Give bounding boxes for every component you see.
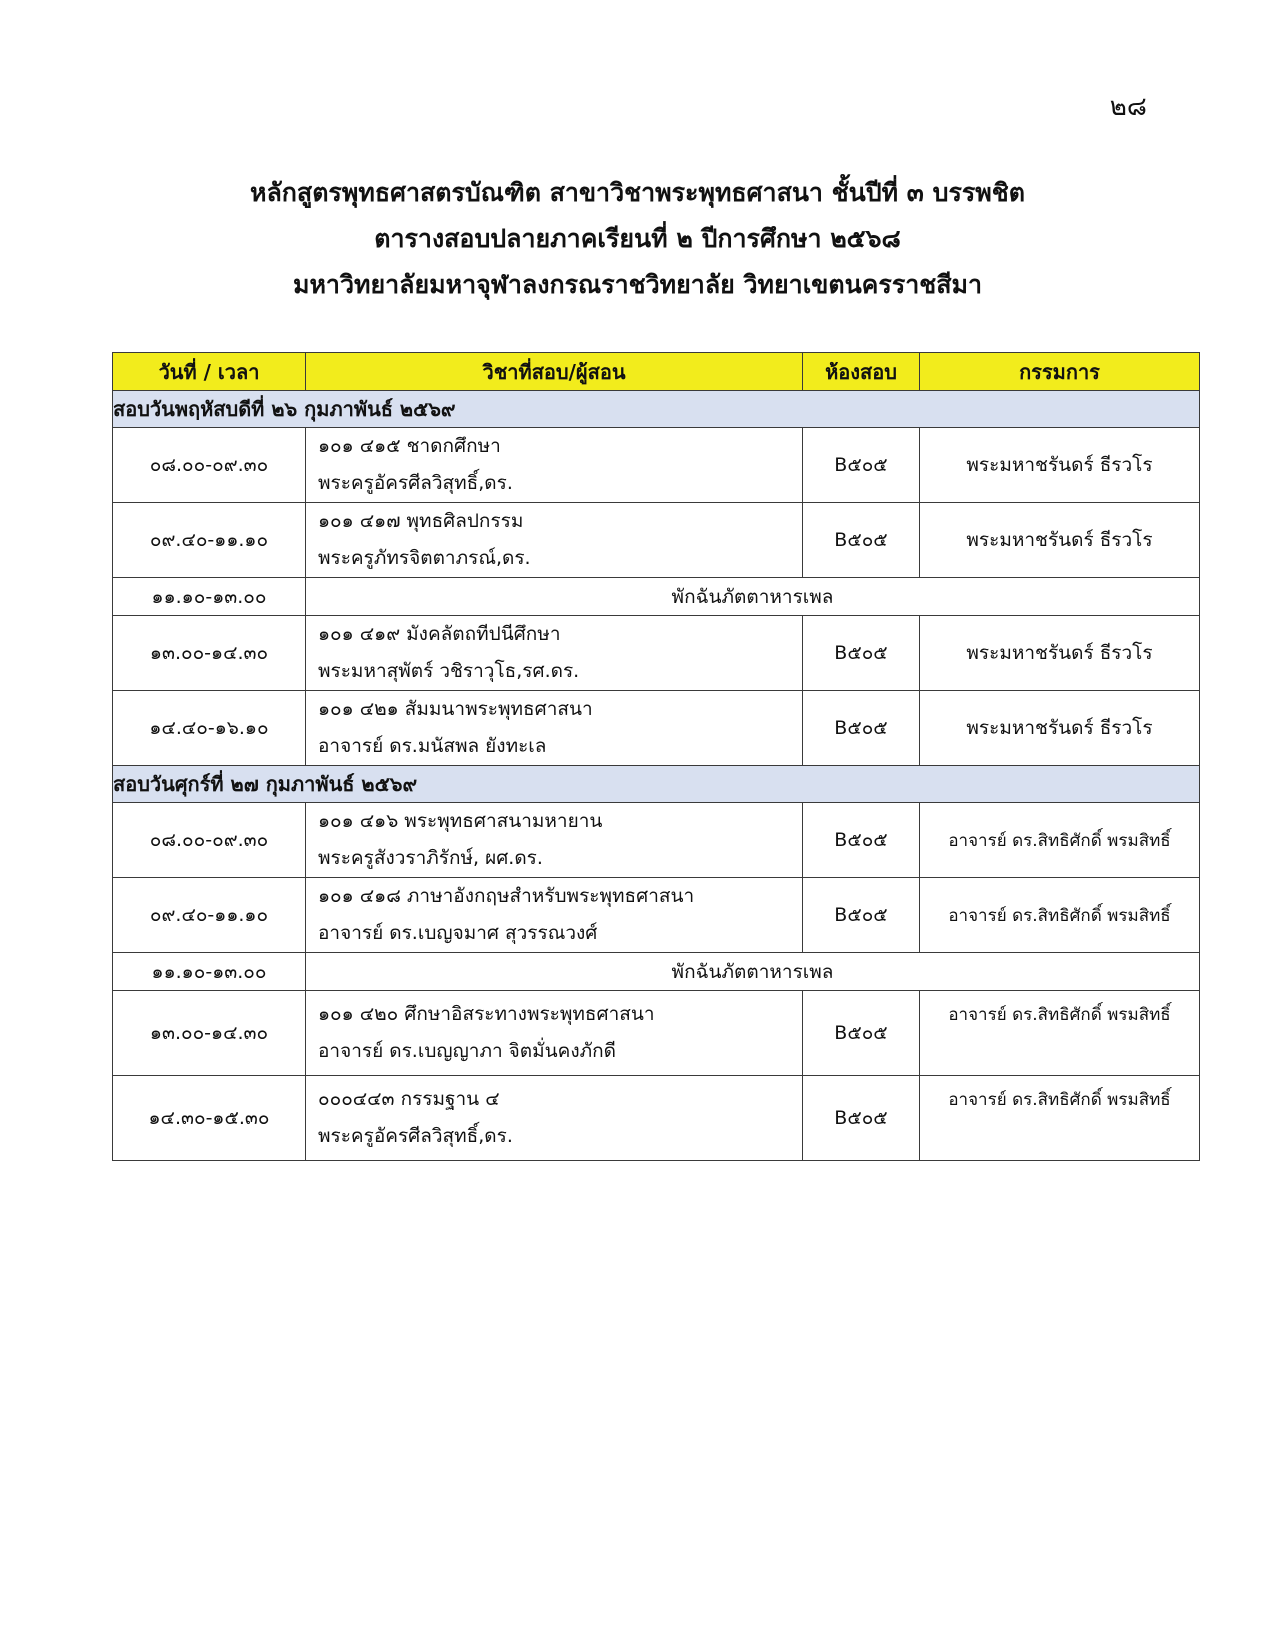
teacher-name: อาจารย์ ดร.เบญญาภา จิตมั่นคงภักดี [318, 1040, 617, 1062]
header-subject: วิชาที่สอบ/ผู้สอน [306, 353, 803, 391]
day-header-row [113, 391, 1200, 428]
exam-row [113, 878, 1200, 953]
exam-room: B๕๐๕ [803, 803, 920, 878]
teacher-name: พระครูสังวราภิรักษ์, ผศ.ดร. [318, 847, 543, 869]
course-name: ๑๐๑ ๔๑๗ พุทธศิลปกรรม [318, 510, 524, 532]
exam-room: B๕๐๕ [803, 878, 920, 953]
course-name: ๑๐๑ ๔๒๑ สัมมนาพระพุทธศาสนา [318, 698, 593, 720]
exam-room: B๕๐๕ [803, 428, 920, 503]
title-university: มหาวิทยาลัยมหาจุฬาลงกรณราชวิทยาลัย วิทยาเขตนครราชสีมา [292, 270, 983, 299]
exam-subject-cell [306, 1076, 803, 1161]
header-room: ห้องสอบ [803, 353, 920, 391]
break-label: พักฉันภัตตาหารเพล [306, 578, 1200, 616]
course-name: ๑๐๑ ๔๒๐ ศึกษาอิสระทางพระพุทธศาสนา [318, 1003, 655, 1025]
table-header-row [113, 353, 1200, 391]
exam-committee: พระมหาชรันดร์ ธีรวโร [920, 503, 1200, 578]
exam-committee: อาจารย์ ดร.สิทธิศักดิ์ พรมสิทธิ์ [920, 878, 1200, 953]
course-name: ๑๐๑ ๔๑๖ พระพุทธศาสนามหายาน [318, 810, 603, 832]
teacher-name: พระครูอัครศีลวิสุทธิ์,ดร. [318, 472, 513, 494]
exam-row [113, 1076, 1200, 1161]
course-name: ๐๐๐๔๔๓ กรรมฐาน ๔ [318, 1088, 500, 1110]
break-row [113, 953, 1200, 991]
exam-subject-cell [306, 428, 803, 503]
course-name: ๑๐๑ ๔๑๙ มังคลัตถทีปนีศึกษา [318, 623, 561, 645]
exam-time: ๑๓.๐๐-๑๔.๓๐ [113, 616, 306, 691]
exam-time: ๑๔.๔๐-๑๖.๑๐ [113, 691, 306, 766]
exam-time: ๑๓.๐๐-๑๔.๓๐ [113, 991, 306, 1076]
exam-time: ๐๙.๔๐-๑๑.๑๐ [113, 503, 306, 578]
teacher-name: พระครูอัครศีลวิสุทธิ์,ดร. [318, 1125, 513, 1147]
exam-time: ๐๘.๐๐-๐๙.๓๐ [113, 428, 306, 503]
exam-row [113, 803, 1200, 878]
course-name: ๑๐๑ ๔๑๕ ชาดกศึกษา [318, 435, 501, 457]
exam-time: ๐๘.๐๐-๐๙.๓๐ [113, 803, 306, 878]
exam-subject-cell [306, 803, 803, 878]
exam-time: ๐๙.๔๐-๑๑.๑๐ [113, 878, 306, 953]
document-titles [0, 170, 1275, 308]
exam-committee: อาจารย์ ดร.สิทธิศักดิ์ พรมสิทธิ์ [920, 1076, 1200, 1161]
title-program: หลักสูตรพุทธศาสตรบัณฑิต สาขาวิชาพระพุทธศาสนา ชั้นปีที่ ๓ บรรพชิต [250, 178, 1025, 207]
teacher-name: อาจารย์ ดร.เบญจมาศ สุวรรณวงศ์ [318, 922, 598, 944]
exam-room: B๕๐๕ [803, 691, 920, 766]
exam-row [113, 616, 1200, 691]
exam-subject-cell [306, 691, 803, 766]
exam-row [113, 691, 1200, 766]
exam-schedule-table [112, 352, 1200, 1161]
title-schedule: ตารางสอบปลายภาคเรียนที่ ๒ ปีการศึกษา ๒๕๖๘ [374, 224, 901, 253]
break-time: ๑๑.๑๐-๑๓.๐๐ [113, 953, 306, 991]
teacher-name: อาจารย์ ดร.มนัสพล ยังทะเล [318, 735, 547, 757]
exam-committee: อาจารย์ ดร.สิทธิศักดิ์ พรมสิทธิ์ [920, 803, 1200, 878]
exam-row [113, 991, 1200, 1076]
exam-committee: พระมหาชรันดร์ ธีรวโร [920, 691, 1200, 766]
course-name: ๑๐๑ ๔๑๘ ภาษาอังกฤษสำหรับพระพุทธศาสนา [318, 885, 695, 907]
exam-room: B๕๐๕ [803, 616, 920, 691]
break-time: ๑๑.๑๐-๑๓.๐๐ [113, 578, 306, 616]
exam-subject-cell [306, 878, 803, 953]
exam-time: ๑๔.๓๐-๑๕.๓๐ [113, 1076, 306, 1161]
day-header-row [113, 766, 1200, 803]
exam-subject-cell [306, 503, 803, 578]
exam-committee: พระมหาชรันดร์ ธีรวโร [920, 616, 1200, 691]
day-label: สอบวันศุกร์ที่ ๒๗ กุมภาพันธ์ ๒๕๖๙ [113, 766, 1200, 803]
header-committee: กรรมการ [920, 353, 1200, 391]
exam-subject-cell [306, 991, 803, 1076]
header-time: วันที่ / เวลา [113, 353, 306, 391]
exam-committee: อาจารย์ ดร.สิทธิศักดิ์ พรมสิทธิ์ [920, 991, 1200, 1076]
exam-committee: พระมหาชรันดร์ ธีรวโร [920, 428, 1200, 503]
exam-row [113, 428, 1200, 503]
break-row [113, 578, 1200, 616]
exam-room: B๕๐๕ [803, 503, 920, 578]
table-body [113, 391, 1200, 1161]
exam-subject-cell [306, 616, 803, 691]
exam-room: B๕๐๕ [803, 991, 920, 1076]
break-label: พักฉันภัตตาหารเพล [306, 953, 1200, 991]
exam-room: B๕๐๕ [803, 1076, 920, 1161]
exam-row [113, 503, 1200, 578]
teacher-name: พระมหาสุพัตร์ วชิราวุโธ,รศ.ดร. [318, 660, 580, 682]
day-label: สอบวันพฤหัสบดีที่ ๒๖ กุมภาพันธ์ ๒๕๖๙ [113, 391, 1200, 428]
teacher-name: พระครูภัทรจิตตาภรณ์,ดร. [318, 547, 531, 569]
page-number: ๒๘ [1109, 92, 1147, 122]
